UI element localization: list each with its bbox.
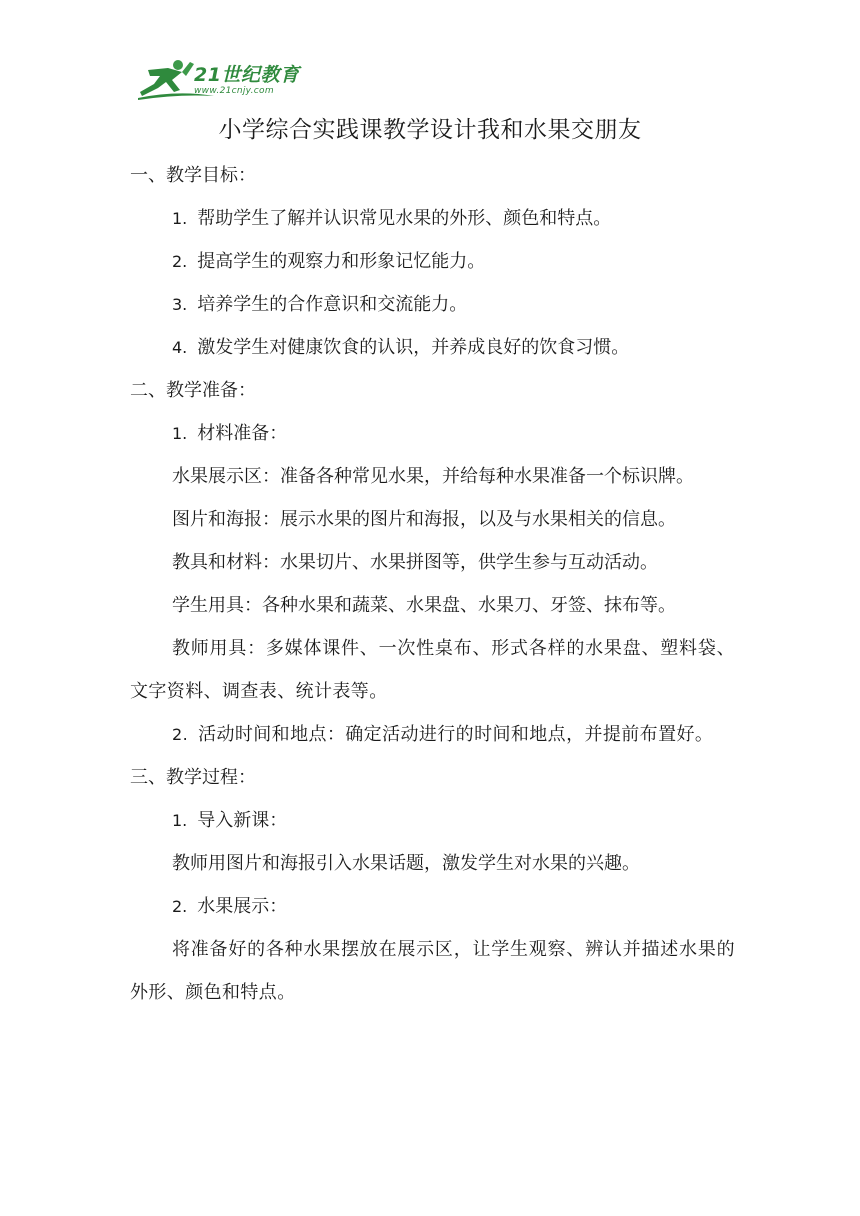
- item-text: 活动时间和地点：确定活动进行的时间和地点，并提前布置好。: [198, 724, 714, 745]
- section-heading-preparation: 二、教学准备：: [130, 380, 256, 401]
- process-paragraph-1: 教师用图片和海报引入水果话题，激发学生对水果的兴趣。: [172, 853, 640, 874]
- logo: [138, 56, 308, 102]
- prep-paragraph-4: 学生用具：各种水果和蔬菜、水果盘、水果刀、牙签、抹布等。: [172, 595, 676, 616]
- document-body: [130, 154, 735, 1014]
- process-item-2: [130, 885, 735, 928]
- item-number: 1.: [172, 209, 188, 228]
- item-text: 导入新课：: [197, 810, 288, 831]
- prep-item-2: [130, 713, 735, 756]
- process-paragraph-2: 将准备好的各种水果摆放在展示区，让学生观察、辨认并描述水果的外形、颜色和特点。: [130, 939, 735, 1003]
- item-text: 水果展示：: [197, 896, 288, 917]
- section-heading-process: 三、教学过程：: [130, 767, 256, 788]
- item-number: 2.: [172, 252, 188, 271]
- item-text: 帮助学生了解并认识常见水果的外形、颜色和特点。: [197, 208, 612, 229]
- item-number: 1.: [172, 424, 188, 443]
- prep-paragraph-3: 教具和材料：水果切片、水果拼图等，供学生参与互动活动。: [172, 552, 658, 573]
- prep-paragraph-5: 教师用具：多媒体课件、一次性桌布、形式各样的水果盘、塑料袋、文字资料、调查表、统计表等。: [130, 638, 735, 702]
- prep-paragraph-2: 图片和海报：展示水果的图片和海报，以及与水果相关的信息。: [172, 509, 676, 530]
- logo-brand: 21世纪教育: [194, 64, 300, 86]
- goal-item-1: [130, 197, 735, 240]
- prep-item-1: [130, 412, 735, 455]
- goal-item-4: [130, 326, 735, 369]
- item-number: 4.: [172, 338, 188, 357]
- section-heading-goals: 一、教学目标：: [130, 165, 256, 186]
- goal-item-3: [130, 283, 735, 326]
- item-number: 1.: [172, 811, 188, 830]
- goal-item-2: [130, 240, 735, 283]
- item-number: 2.: [172, 725, 189, 744]
- item-text: 激发学生对健康饮食的认识，并养成良好的饮食习惯。: [197, 337, 630, 358]
- prep-paragraph-1: 水果展示区：准备各种常见水果，并给每种水果准备一个标识牌。: [172, 466, 694, 487]
- document-title: 小学综合实践课教学设计我和水果交朋友: [218, 117, 642, 143]
- item-number: 2.: [172, 897, 188, 916]
- item-text: 提高学生的观察力和形象记忆能力。: [197, 251, 486, 272]
- item-text: 培养学生的合作意识和交流能力。: [197, 294, 468, 315]
- item-number: 3.: [172, 295, 188, 314]
- process-item-1: [130, 799, 735, 842]
- logo-url: www.21cnjy.com: [194, 86, 274, 96]
- item-text: 材料准备：: [197, 423, 288, 444]
